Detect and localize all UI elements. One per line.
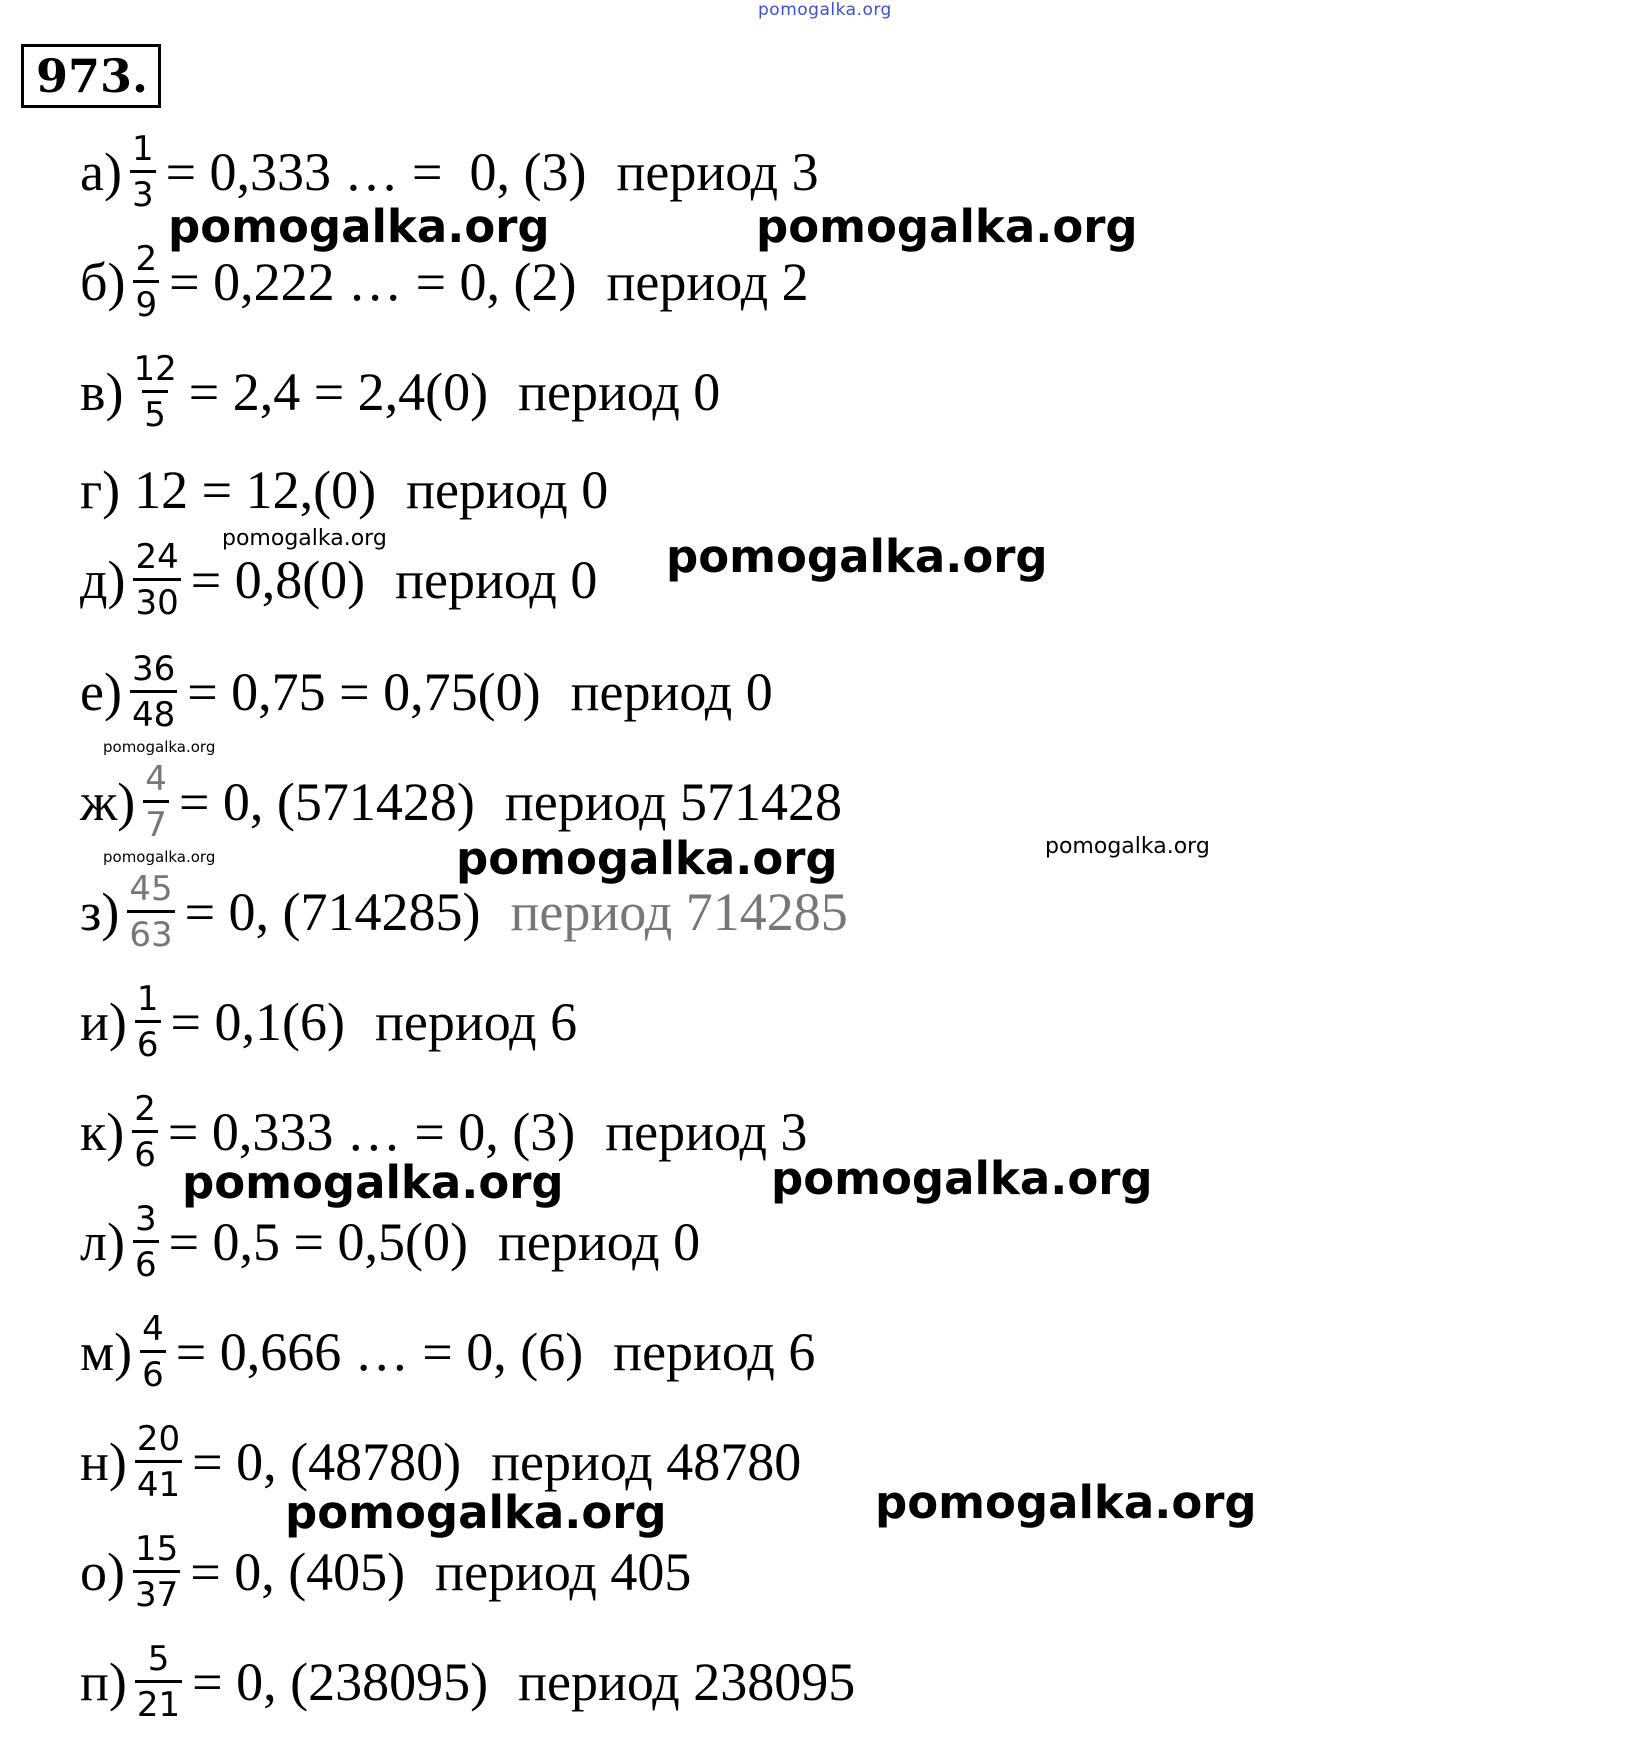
period-text: период 0 <box>570 662 773 722</box>
numerator: 20 <box>136 1419 181 1459</box>
watermark: pomogalka.org <box>1045 834 1210 859</box>
item-label: м) <box>80 1322 133 1382</box>
numerator: 12 <box>133 349 177 389</box>
decimal-expression: = 0,8(0) <box>190 550 366 610</box>
period-text: период 6 <box>374 992 578 1052</box>
denominator: 63 <box>127 910 174 952</box>
numerator: 4 <box>145 759 167 799</box>
fraction <box>140 1309 166 1395</box>
watermark: pomogalka.org <box>285 1486 667 1539</box>
numerator: 4 <box>142 1309 164 1349</box>
period-text: период 2 <box>606 252 809 312</box>
solution-row-e <box>80 642 773 742</box>
denominator: 6 <box>133 1240 159 1282</box>
item-label: б) <box>80 252 126 312</box>
decimal-expression: = 0, (571428) <box>178 772 475 832</box>
numerator: 15 <box>134 1529 179 1569</box>
numerator: 1 <box>131 129 154 169</box>
numerator: 2 <box>134 1089 156 1129</box>
decimal-expression: = 0, (405) <box>190 1542 406 1602</box>
item-label: ж) <box>80 772 136 832</box>
item-label: г) <box>80 460 121 520</box>
decimal-expression: = 0,666 … = 0, (6) <box>175 1322 584 1382</box>
decimal-expression: = 2,4 = 2,4(0) <box>188 362 489 422</box>
fraction <box>132 1089 158 1175</box>
decimal-expression: = 0, (714285) <box>184 882 481 942</box>
item-label: е) <box>80 662 122 722</box>
denominator: 37 <box>133 1570 180 1612</box>
watermark: pomogalka.org <box>756 200 1138 253</box>
denominator: 6 <box>132 1130 158 1172</box>
fraction <box>130 649 177 735</box>
fraction <box>135 1419 182 1505</box>
period-text: период 3 <box>605 1102 808 1162</box>
numerator: 36 <box>131 649 176 689</box>
denominator: 3 <box>130 170 156 212</box>
decimal-expression: 12 = 12,(0) <box>134 460 377 520</box>
solution-row-i <box>80 972 577 1072</box>
decimal-expression: = 0, (48780) <box>192 1432 462 1492</box>
period-text: период 238095 <box>518 1652 856 1712</box>
solution-row-v <box>80 342 720 442</box>
item-label: п) <box>80 1652 127 1712</box>
period-text: период 48780 <box>491 1432 802 1492</box>
period-text: период 0 <box>518 362 721 422</box>
item-label: о) <box>80 1542 125 1602</box>
period-text: период 714285 <box>510 882 848 942</box>
item-label: д) <box>80 550 126 610</box>
fraction <box>135 1639 182 1725</box>
period-text: период 3 <box>616 142 819 202</box>
decimal-expression: = 0, (238095) <box>192 1652 489 1712</box>
item-label: а) <box>80 142 122 202</box>
denominator: 41 <box>135 1460 182 1502</box>
decimal-expression: = 0,333 … = 0, (3) <box>165 142 587 202</box>
period-text: период 0 <box>395 550 598 610</box>
fraction <box>130 129 156 215</box>
period-text: период 405 <box>435 1542 692 1602</box>
decimal-expression: = 0,75 = 0,75(0) <box>187 662 541 722</box>
site-watermark-top: pomogalka.org <box>758 0 892 20</box>
watermark: pomogalka.org <box>182 1156 564 1209</box>
watermark: pomogalka.org <box>103 848 216 866</box>
watermark: pomogalka.org <box>222 526 387 551</box>
numerator: 3 <box>134 1199 157 1239</box>
decimal-expression: = 0,333 … = 0, (3) <box>167 1102 576 1162</box>
fraction <box>127 869 174 955</box>
fraction <box>131 349 178 435</box>
period-text: период 6 <box>613 1322 816 1382</box>
item-label: и) <box>80 992 127 1052</box>
denominator: 30 <box>133 578 180 620</box>
watermark: pomogalka.org <box>168 200 550 253</box>
solution-row-g <box>80 440 608 540</box>
denominator: 5 <box>142 390 168 432</box>
numerator: 24 <box>135 537 179 577</box>
solution-row-p <box>80 1632 855 1732</box>
denominator: 6 <box>135 1020 161 1062</box>
fraction <box>135 979 161 1065</box>
item-label: л) <box>80 1212 125 1272</box>
decimal-expression: = 0,1(6) <box>170 992 345 1052</box>
item-label: к) <box>80 1102 125 1162</box>
fraction <box>133 1199 159 1285</box>
denominator: 9 <box>133 280 159 322</box>
watermark: pomogalka.org <box>771 1152 1153 1205</box>
numerator: 45 <box>129 869 173 909</box>
numerator: 2 <box>135 239 158 279</box>
decimal-expression: = 0,222 … = 0, (2) <box>169 252 577 312</box>
denominator: 7 <box>143 800 169 842</box>
item-label: з) <box>80 882 120 942</box>
problem-number: 973. <box>21 44 161 108</box>
denominator: 48 <box>130 690 177 732</box>
numerator: 1 <box>136 979 159 1019</box>
period-text: период 571428 <box>504 772 843 832</box>
fraction <box>133 1529 180 1615</box>
decimal-expression: = 0,5 = 0,5(0) <box>168 1212 468 1272</box>
item-label: н) <box>80 1432 127 1492</box>
period-text: период 0 <box>497 1212 701 1272</box>
watermark: pomogalka.org <box>875 1476 1257 1529</box>
solution-row-m <box>80 1302 815 1402</box>
denominator: 6 <box>140 1350 166 1392</box>
watermark: pomogalka.org <box>666 530 1048 583</box>
numerator: 5 <box>147 1639 170 1679</box>
period-text: период 0 <box>406 460 609 520</box>
fraction <box>133 537 180 623</box>
fraction <box>133 239 159 325</box>
watermark: pomogalka.org <box>456 832 838 885</box>
watermark: pomogalka.org <box>103 738 216 756</box>
denominator: 21 <box>135 1680 182 1722</box>
fraction <box>143 759 169 845</box>
item-label: в) <box>80 362 124 422</box>
